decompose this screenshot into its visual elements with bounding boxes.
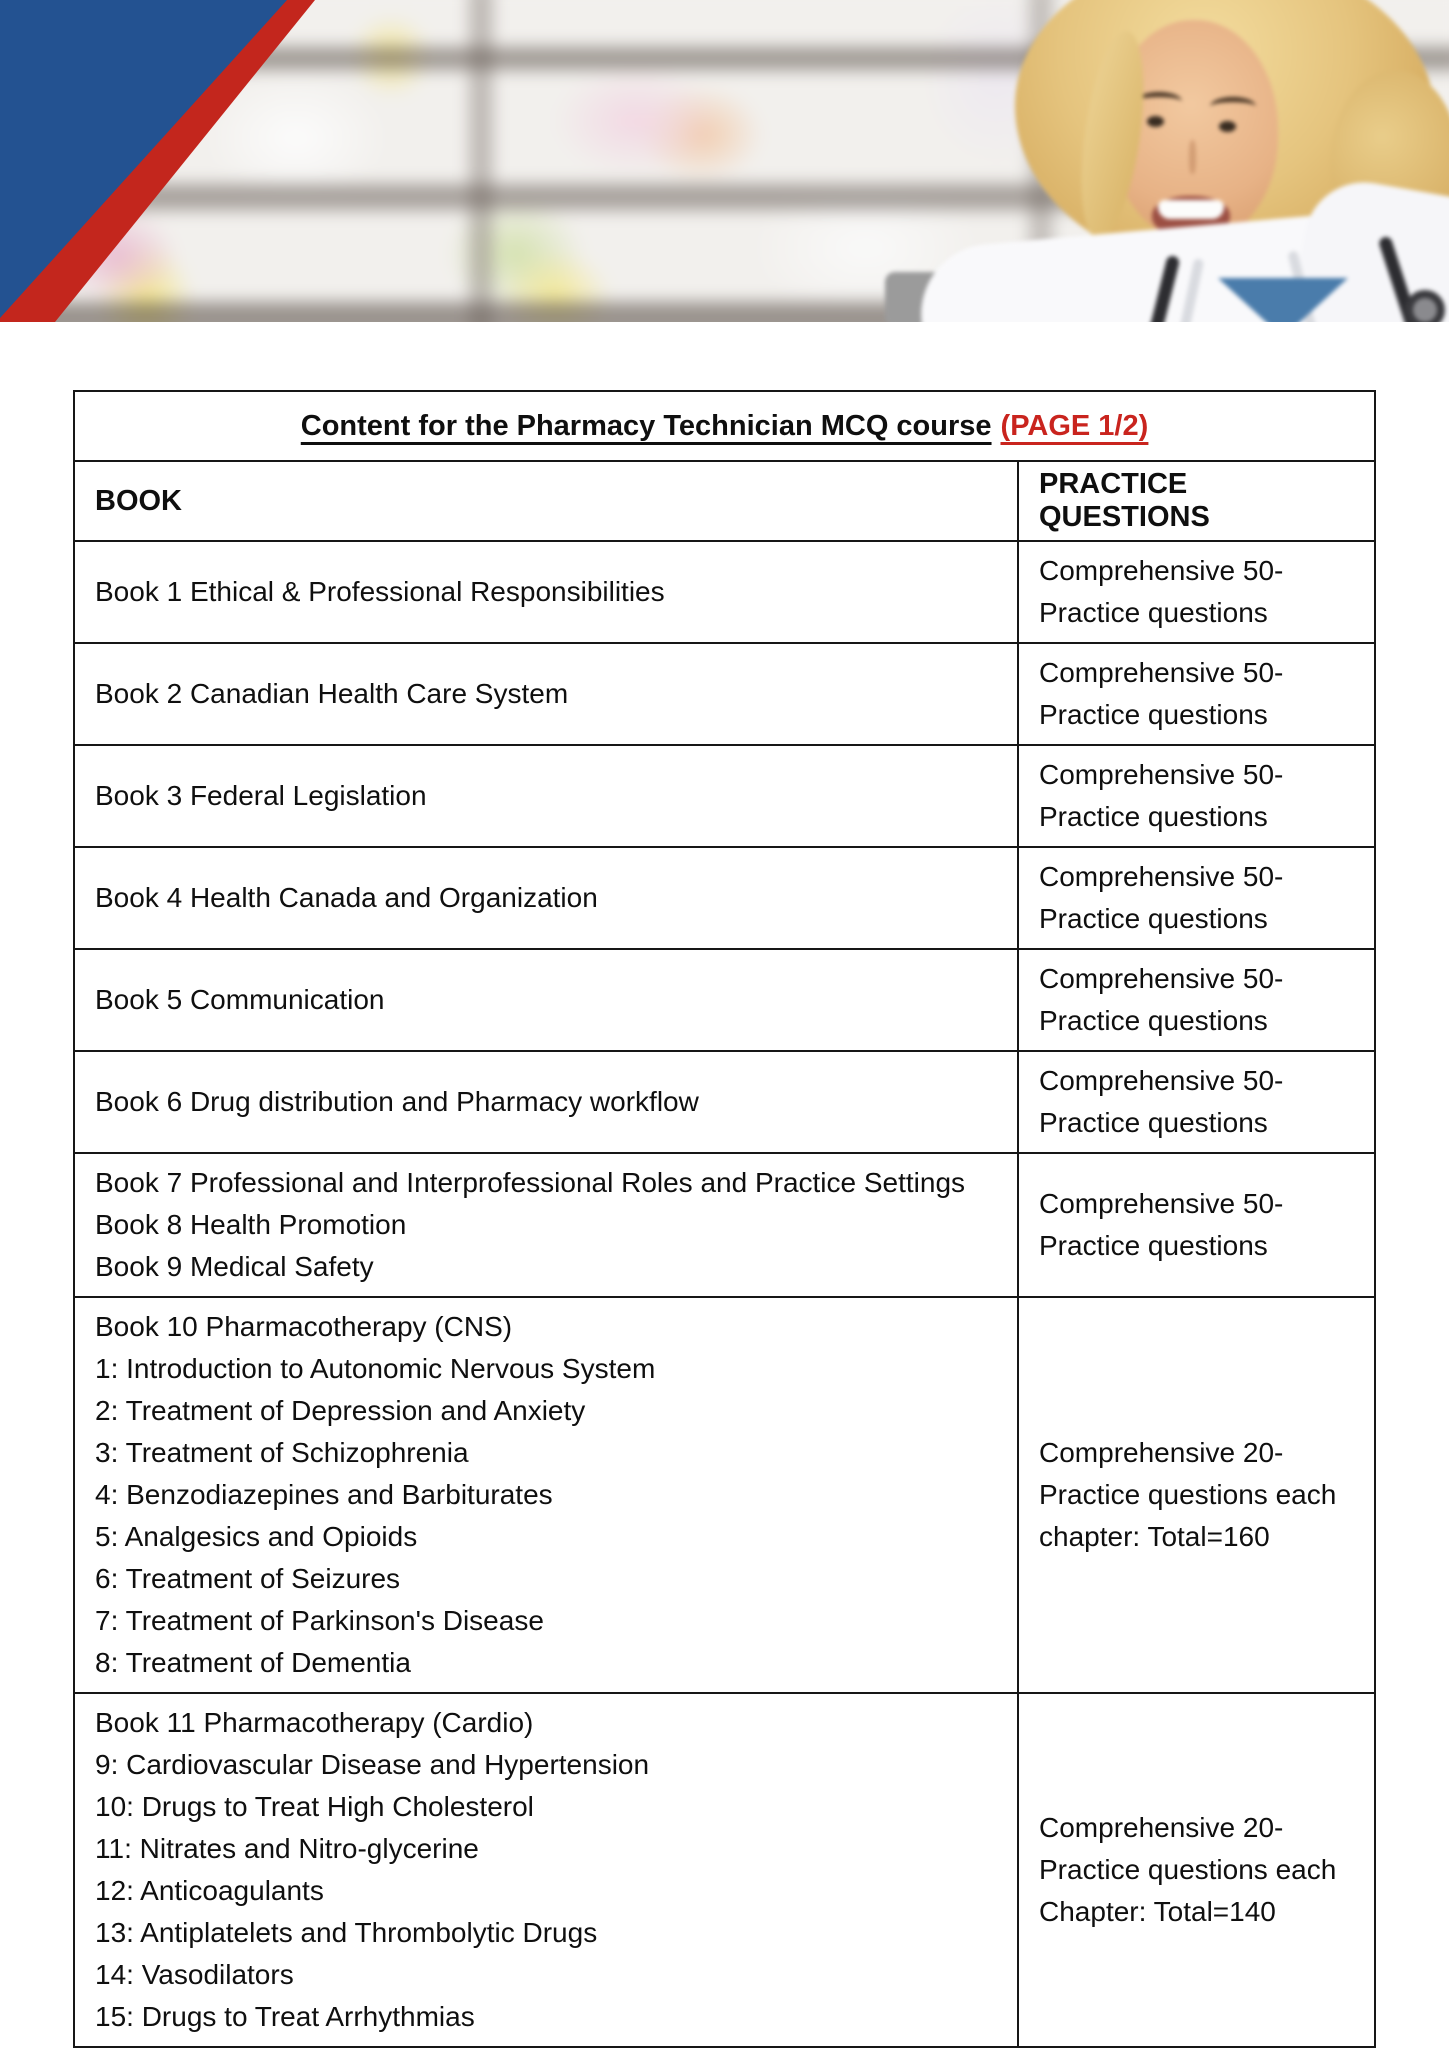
practice-questions-line: Comprehensive 20- [1039, 1437, 1284, 1468]
course-table [73, 390, 1376, 2048]
practice-questions-line: Practice questions each [1039, 1854, 1337, 1885]
table-row [74, 1297, 1375, 1693]
book-line: Book 9 Medical Safety [95, 1251, 374, 1282]
practice-questions-line: Comprehensive 50- [1039, 1188, 1284, 1219]
practice-questions-cell [1018, 643, 1375, 745]
practice-questions-line: Practice questions each [1039, 1479, 1337, 1510]
book-cell [74, 643, 1018, 745]
column-header-practice-questions: PRACTICE QUESTIONS [1018, 461, 1375, 541]
title-text: Content for the Pharmacy Technician MCQ course [300, 409, 992, 442]
practice-questions-line: Practice questions [1039, 1230, 1268, 1261]
book-line: 6: Treatment of Seizures [95, 1563, 401, 1594]
book-line: 8: Treatment of Dementia [95, 1647, 411, 1678]
table-row [74, 1153, 1375, 1297]
practice-questions-cell [1018, 1693, 1375, 2047]
practice-questions-line: Comprehensive 50- [1039, 555, 1284, 586]
course-table-body [74, 541, 1375, 2047]
practice-questions-line: Practice questions [1039, 801, 1268, 832]
table-row [74, 643, 1375, 745]
header-row [74, 461, 1375, 541]
practice-questions-line: chapter: Total=160 [1039, 1521, 1270, 1552]
practice-questions-line: Practice questions [1039, 1005, 1268, 1036]
pharmacist-nose [1189, 140, 1196, 174]
book-cell [74, 1051, 1018, 1153]
book-line: Book 8 Health Promotion [95, 1209, 407, 1240]
book-line: 1: Introduction to Autonomic Nervous System [95, 1353, 656, 1384]
book-line: 5: Analgesics and Opioids [95, 1521, 418, 1552]
book-line: 7: Treatment of Parkinson's Disease [95, 1605, 544, 1636]
practice-questions-cell [1018, 1297, 1375, 1693]
book-line: 9: Cardiovascular Disease and Hypertension [95, 1749, 650, 1780]
book-line: Book 1 Ethical & Professional Responsibilities [95, 576, 665, 607]
page-title [301, 410, 1148, 442]
book-line: 4: Benzodiazepines and Barbiturates [95, 1479, 553, 1510]
pharmacist-eye [1147, 116, 1164, 127]
title-row [74, 391, 1375, 461]
pharmacist-teeth [1158, 200, 1224, 219]
book-line: Book 10 Pharmacotherapy (CNS) [95, 1311, 513, 1342]
practice-questions-cell [1018, 1153, 1375, 1297]
practice-questions-cell [1018, 541, 1375, 643]
practice-questions-line: Comprehensive 50- [1039, 1065, 1284, 1096]
book-cell [74, 541, 1018, 643]
table-title-cell [74, 391, 1375, 461]
practice-questions-line: Practice questions [1039, 1107, 1268, 1138]
book-cell [74, 1153, 1018, 1297]
table-row [74, 1693, 1375, 2047]
book-cell [74, 745, 1018, 847]
book-line: 10: Drugs to Treat High Cholesterol [95, 1791, 534, 1822]
book-cell [74, 847, 1018, 949]
book-line: Book 5 Communication [95, 984, 385, 1015]
book-line: Book 11 Pharmacotherapy (Cardio) [95, 1707, 534, 1738]
title-page-indicator: (PAGE 1/2) [1000, 409, 1149, 442]
table-row [74, 745, 1375, 847]
table-row [74, 1051, 1375, 1153]
book-line: Book 6 Drug distribution and Pharmacy workflow [95, 1086, 699, 1117]
pharmacist-eyebrow [1210, 97, 1256, 116]
book-cell [74, 1297, 1018, 1693]
table-row [74, 949, 1375, 1051]
practice-questions-cell [1018, 847, 1375, 949]
book-line: Book 3 Federal Legislation [95, 780, 427, 811]
book-line: Book 4 Health Canada and Organization [95, 882, 598, 913]
hero-image [0, 0, 1449, 322]
book-line: 2: Treatment of Depression and Anxiety [95, 1395, 586, 1426]
book-cell [74, 949, 1018, 1051]
table-row [74, 847, 1375, 949]
book-line: 13: Antiplatelets and Thrombolytic Drugs [95, 1917, 598, 1948]
practice-questions-line: Comprehensive 50- [1039, 861, 1284, 892]
practice-questions-cell [1018, 745, 1375, 847]
practice-questions-line: Practice questions [1039, 597, 1268, 628]
practice-questions-cell [1018, 1051, 1375, 1153]
practice-questions-line: Practice questions [1039, 699, 1268, 730]
book-line: 3: Treatment of Schizophrenia [95, 1437, 469, 1468]
stethoscope-chestpiece [1405, 290, 1445, 322]
pharmacist-eye [1219, 121, 1236, 132]
practice-questions-line: Comprehensive 50- [1039, 759, 1284, 790]
book-line: 11: Nitrates and Nitro-glycerine [95, 1833, 479, 1864]
book-line: 12: Anticoagulants [95, 1875, 324, 1906]
book-line: Book 2 Canadian Health Care System [95, 678, 569, 709]
table-row [74, 541, 1375, 643]
practice-questions-line: Comprehensive 50- [1039, 963, 1284, 994]
book-line: 14: Vasodilators [95, 1959, 294, 1990]
book-cell [74, 1693, 1018, 2047]
book-line: 15: Drugs to Treat Arrhythmias [95, 2001, 475, 2032]
practice-questions-line: Comprehensive 50- [1039, 657, 1284, 688]
book-line: Book 7 Professional and Interprofessional Roles and Practice Settings [95, 1167, 966, 1198]
practice-questions-line: Comprehensive 20- [1039, 1812, 1284, 1843]
practice-questions-line: Chapter: Total=140 [1039, 1896, 1276, 1927]
practice-questions-cell [1018, 949, 1375, 1051]
column-header-book: BOOK [74, 461, 1018, 541]
practice-questions-line: Practice questions [1039, 903, 1268, 934]
